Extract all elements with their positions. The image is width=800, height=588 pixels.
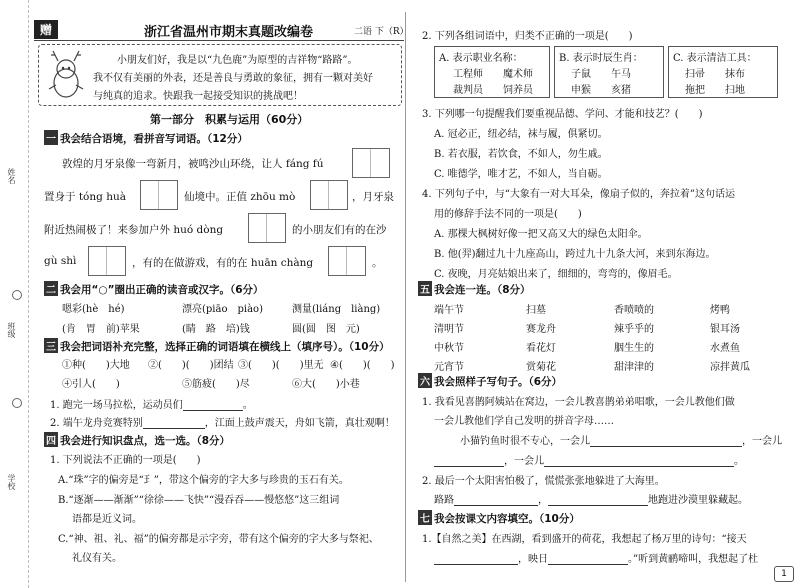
pinyin-choice[interactable]: 嗯彩(hè hé) (62, 304, 125, 315)
idiom-fill[interactable]: ④引人( ) (62, 379, 120, 390)
idiom-fill[interactable]: ⑥大( )小巷 (292, 379, 360, 390)
binding-margin (0, 0, 29, 588)
section-number: 二 (44, 281, 58, 296)
answer-blank[interactable] (434, 455, 504, 467)
question-text (50, 396, 253, 411)
option-head: C. 表示清洁工具： (673, 53, 757, 64)
option-box-b[interactable] (554, 46, 664, 98)
binding-name-label: 姓名 (7, 168, 16, 184)
match-item[interactable]: 银耳汤 (710, 324, 740, 335)
question-text: 的小朋友们有的在沙 (292, 224, 387, 236)
section-title: 我会把词语补充完整，选择正确的词语填在横线上（填序号）。（10分） (60, 341, 390, 353)
answer-blank[interactable] (590, 435, 742, 447)
question-text (50, 414, 395, 429)
deer-mascot-icon (43, 49, 89, 101)
option-box-a[interactable] (434, 46, 550, 98)
option-row: 申猴 亥猪 (571, 85, 631, 96)
option-c[interactable]: C. 唯德学，唯才艺，不如人，当自砺。 (434, 169, 608, 180)
match-item[interactable]: 看花灯 (526, 343, 556, 354)
section-heading (418, 373, 562, 389)
character-choice[interactable]: (肯 胃 前)苹果 (62, 324, 140, 335)
section-heading (418, 281, 531, 297)
binding-hole (12, 398, 22, 408)
match-item[interactable]: 水煮鱼 (710, 343, 740, 354)
answer-blank[interactable] (183, 399, 243, 411)
section-title: 我会结合语境，看拼音写词语。（12分） (60, 133, 248, 145)
intro-line: 我不仅有美丽的外表，还是善良与勇敢的象征，拥有一颗对美好 (93, 73, 373, 84)
question-text: 地跑进沙漠里躲藏起。 (648, 495, 748, 506)
option-row: 工程师 魔术师 (453, 69, 533, 80)
intro-line: 小朋友们好，我是以“九色鹿”为原型的吉祥物“路路”。 (117, 55, 358, 66)
match-item[interactable]: 胭生生的 (614, 343, 654, 354)
section-title: 我会照样子写句子。（6分） (434, 376, 563, 388)
intro-box (38, 44, 402, 106)
question-text: 2. 下列各组词语中，归类不正确的一项是( ) (422, 31, 633, 42)
question-text: 仙境中。正值 zhōu mò (184, 191, 296, 203)
question-text: ，有的在做游戏，有的在 huān chàng (132, 257, 314, 269)
option-box-c[interactable] (668, 46, 778, 98)
question-text (434, 452, 744, 467)
section-number: 三 (44, 338, 58, 353)
idiom-fill[interactable]: ②( )( )团结 (148, 360, 234, 371)
binding-hole (12, 290, 22, 300)
character-choice[interactable]: 圆(圆 图 元) (292, 324, 360, 335)
question-text (460, 432, 782, 447)
option-c[interactable]: C.“神、祖、礼、福”的偏旁都是示字旁，带有这个偏旁的字大多与祭祀、 (58, 534, 379, 545)
answer-blank[interactable] (548, 553, 628, 565)
option-b[interactable]: B. 若衣服，若饮食，不如人，勿生戚。 (434, 149, 608, 160)
question-text: 。 (372, 257, 383, 269)
option-c[interactable]: C. 夜晚，月亮姑娘出来了，细细的，弯弯的，像眉毛。 (434, 269, 678, 280)
option-a[interactable]: A. 冠必正，纽必结，袜与履，俱紧切。 (434, 129, 608, 140)
match-item[interactable]: 扫墓 (526, 305, 546, 316)
match-item[interactable]: 元宵节 (434, 362, 464, 373)
question-text: ，映日 (518, 554, 548, 565)
intro-line: 与纯真的追求。快跟我一起接受知识的挑战吧！ (93, 91, 303, 102)
section-heading (44, 281, 264, 297)
match-item[interactable]: 甜津津的 (614, 362, 654, 373)
idiom-fill[interactable]: ③( )( )里无 (238, 360, 324, 371)
question-text: 置身于 tóng huà (44, 191, 126, 203)
question-text: 附近热闹极了！来参加户外 huó dòng (44, 224, 224, 236)
section-heading (44, 338, 390, 354)
section-heading (418, 510, 580, 526)
match-item[interactable]: 端午节 (434, 305, 464, 316)
section-title: 我会进行知识盘点，选一选。（8分） (60, 435, 231, 447)
question-text: 路路 ， 地跑进沙漠里躲藏起。 (434, 495, 748, 506)
writing-grid[interactable] (352, 148, 390, 178)
pinyin-choice[interactable]: 漂亮(piāo piào) (182, 304, 263, 315)
question-text: 小猫钓鱼时很不专心，一会儿 (460, 436, 590, 447)
option-row: 拖把 扫地 (685, 85, 745, 96)
answer-blank[interactable] (454, 494, 538, 506)
match-item[interactable]: 赛龙舟 (526, 324, 556, 335)
question-text: 敦煌的月牙泉像一弯新月，被鸣沙山环绕，让人 fáng fú (62, 158, 324, 170)
question-text: 用的修辞手法不同的一项是( ) (434, 209, 582, 220)
question-text: 1. 我看见喜鹊阿姨站在窝边，一会儿教喜鹊弟弟唱歌，一会儿教他们做 (422, 397, 735, 408)
question-text: 2. 最后一个太阳害怕极了，慌慌张张地躲进了大海里。 (422, 476, 665, 487)
question-text: 。 (242, 400, 253, 411)
idiom-fill[interactable]: ⑤筋疲( )尽 (182, 379, 250, 390)
section-title: 我会按课文内容填空。（10分） (434, 513, 580, 525)
answer-blank[interactable] (548, 494, 648, 506)
section-number: 五 (418, 281, 432, 296)
option-head: A. 表示职业名称： (439, 53, 523, 64)
question-text: ，一会儿 (504, 456, 544, 467)
match-item[interactable]: 香喷喷的 (614, 305, 654, 316)
binding-school-label: 学校 (7, 474, 16, 490)
question-text: 一会儿教他们学自己发明的拼音字母…… (434, 416, 614, 427)
question-text: 4. 下列句子中，与“大象有一对大耳朵，像扇子似的，奔拉着”这句话运 (422, 189, 735, 200)
header-bar (34, 20, 409, 41)
match-item[interactable]: 辣乎乎的 (614, 324, 654, 335)
section-number: 四 (44, 432, 58, 447)
section-number: 一 (44, 130, 58, 145)
section-heading (44, 130, 248, 146)
question-text: 。 (734, 456, 744, 467)
question-text: ，一会儿 (742, 436, 782, 447)
writing-grid[interactable] (88, 246, 126, 276)
writing-grid[interactable] (248, 213, 286, 243)
question-text: 路路 (434, 495, 454, 506)
question-text: ，月牙泉 (352, 191, 394, 203)
exam-title: 浙江省温州市期末真题改编卷 (144, 25, 314, 40)
page-number: 1 (774, 566, 794, 582)
match-item[interactable]: 赏菊花 (526, 362, 556, 373)
grade-label: 二语 下（R） (354, 27, 409, 37)
match-item[interactable]: 凉拌黄瓜 (710, 362, 750, 373)
option-row: 扫帚 抹布 (685, 69, 745, 80)
question-text: 2. 端午龙舟竞赛特别 (50, 418, 143, 429)
idiom-fill[interactable]: ①种( )大地 (62, 360, 130, 371)
question-text: 1.【自然之美】在西湖，看到盛开的荷花，我想起了杨万里的诗句：“接天 (422, 534, 747, 545)
section-title: 我会连一连。（8分） (434, 284, 531, 296)
match-item[interactable]: 烤鸭 (710, 305, 730, 316)
answer-blank[interactable] (143, 417, 205, 429)
answer-blank[interactable] (434, 553, 518, 565)
match-item[interactable]: 中秋节 (434, 343, 464, 354)
section-number: 六 (418, 373, 432, 388)
question-text: 1. 跑完一场马拉松，运动员们 (50, 400, 183, 411)
question-text: ，江面上鼓声震天，舟如飞箭，真壮观啊！ (204, 418, 395, 429)
question-text: 1. 下列说法不正确的一项是( ) (50, 455, 201, 466)
pinyin-choice[interactable]: 测量(liáng liàng) (292, 304, 381, 315)
option-a[interactable]: A.“珠”字的偏旁是“⺩”，带这个偏旁的字大多与珍贵的玉石有关。 (58, 475, 349, 486)
binding-class-label: 班级 (7, 322, 16, 338)
part-title: 第一部分 积累与运用（60分） (150, 113, 309, 126)
question-text: gù shì (44, 255, 77, 267)
match-item[interactable]: 清明节 (434, 324, 464, 335)
option-b-cont: 语都是近义词。 (72, 514, 142, 525)
gift-badge: 赠 (34, 20, 58, 39)
writing-grid[interactable] (328, 246, 366, 276)
writing-grid[interactable] (140, 180, 178, 210)
option-b[interactable]: B. 他(羿)翻过九十九座高山，跨过九十九条大河，来到东海边。 (434, 249, 716, 260)
option-row: 子鼠 午马 (571, 69, 631, 80)
question-text (434, 550, 758, 565)
option-head: B. 表示时辰生肖： (559, 53, 643, 64)
section-number: 七 (418, 510, 432, 525)
writing-grid[interactable] (310, 180, 348, 210)
idiom-fill[interactable]: ④( )( ) (330, 360, 395, 371)
section-heading (44, 432, 230, 448)
question-text: 3. 下列哪一句提醒我们要重视品德、学问、才能和技艺？( ) (422, 109, 703, 120)
character-choice[interactable]: (睛 路 培)钱 (182, 324, 250, 335)
column-divider (405, 12, 406, 582)
option-a[interactable]: A. 那棵大枫树好像一把又高又大的绿色太阳伞。 (434, 229, 648, 240)
option-b[interactable]: B.“逐渐——渐渐”“徐徐——飞快”“漫吞吞——慢悠悠”这三组词 (58, 495, 340, 506)
section-title: 我会用“○”圈出正确的读音或汉字。（6分） (60, 284, 264, 296)
answer-blank[interactable] (544, 455, 734, 467)
question-text: 。”听到黄鹂啼叫，我想起了杜 (628, 554, 759, 565)
option-c-cont: 礼仪有关。 (72, 553, 122, 564)
option-row: 裁判员 饲养员 (453, 85, 533, 96)
